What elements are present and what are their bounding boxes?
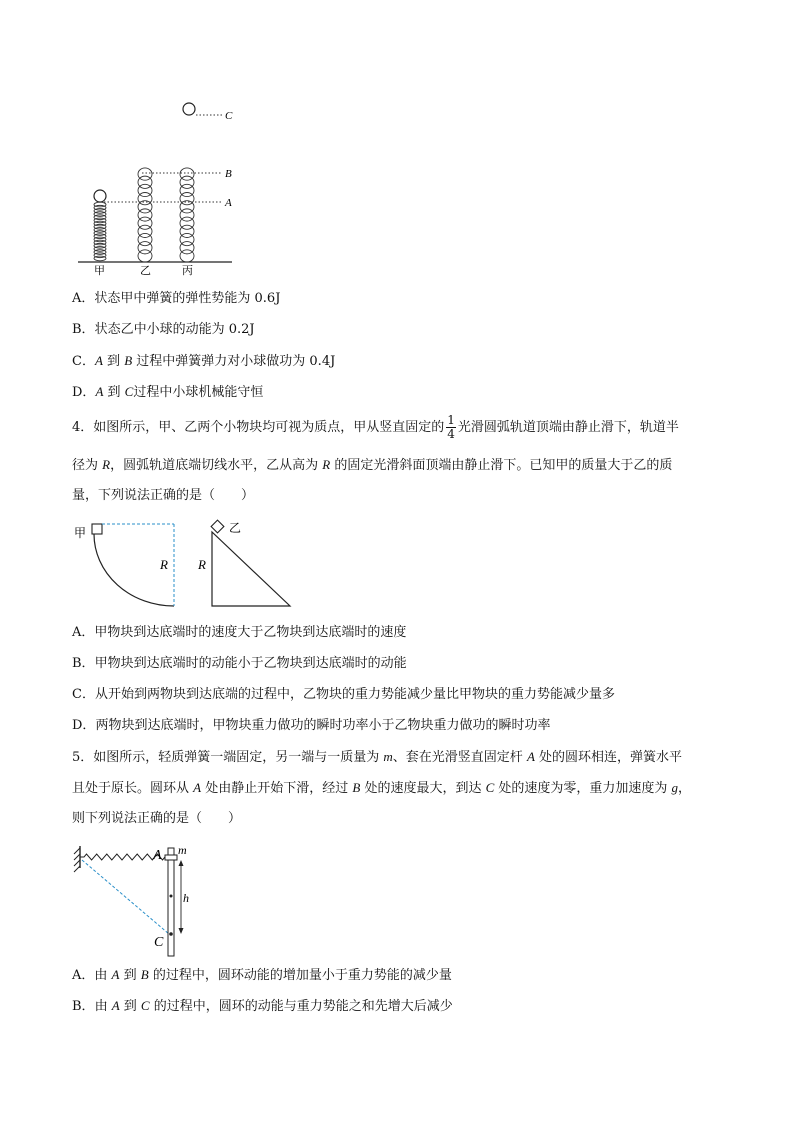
q4-option-b: B．甲物块到达底端时的动能小于乙物块到达底端时的动能 <box>72 656 407 671</box>
spring-coil <box>94 256 106 261</box>
wall-hatch <box>74 848 80 872</box>
q3-option-a: A．状态甲中弹簧的弹性势能为 0.6J <box>72 291 281 306</box>
spring-figure <box>72 96 242 276</box>
spring-coil <box>180 250 194 262</box>
spring-yi <box>138 168 152 262</box>
ball-c <box>183 103 195 115</box>
q4-stem-line1: 4．如图所示，甲、乙两个小物块均可视为质点，甲从竖直固定的 $\frac{1}{4}$ 光滑圆弧轨道顶端由静止滑下，轨道半 <box>72 413 679 441</box>
label-jia: 甲 <box>74 526 87 540</box>
label-h: h <box>183 891 189 905</box>
q5-stem-line1: 5．如图所示，轻质弹簧一端固定，另一端与一质量为 m、套在光滑竖直固定杆 A 处的圆环相连，弹簧水平 <box>72 749 683 765</box>
arrow-head-bottom <box>179 928 184 934</box>
q5-stem-line2: 且处于原长。圆环从 A 处由静止开始下滑，经过 B 处的速度最大，到达 C 处的速度为零，重力加速度为 g， <box>72 780 692 796</box>
q3-option-d: D．A 到 C过程中小球机械能守恒 <box>72 384 264 400</box>
arrow-head-top <box>179 860 184 866</box>
label-yi: 乙 <box>140 265 151 276</box>
q4-option-d: D．两物块到达底端时，甲物块重力做功的瞬时功率小于乙物块重力做功的瞬时功率 <box>72 718 551 733</box>
label-yi: 乙 <box>229 521 242 535</box>
fraction-one-quarter: $\frac{1}{4}$ <box>447 413 455 441</box>
label-bing: 丙 <box>182 265 193 276</box>
label-c: C <box>154 935 164 950</box>
q4-stem-line3: 量，下列说法正确的是（ ） <box>72 488 255 503</box>
spring-jia <box>94 202 106 261</box>
spring-coil <box>138 250 152 262</box>
block-jia <box>92 524 102 534</box>
label-b: B <box>225 168 232 180</box>
label-a: A <box>153 848 162 863</box>
q5-figure <box>72 838 202 958</box>
ball-jia <box>94 190 106 202</box>
incline <box>212 532 290 606</box>
label-a: A <box>225 197 232 209</box>
q3-option-c: C．A 到 B 过程中弹簧弹力对小球做功为 0.4J <box>72 353 336 369</box>
q5-stem-line3: 则下列说法正确的是（ ） <box>72 811 242 826</box>
label-r2: R <box>198 557 206 572</box>
point-c <box>169 932 173 936</box>
q4-stem-line2: 径为 R，圆弧轨道底端切线水平，乙从高为 R 的固定光滑斜面顶端由静止滑下。已知甲的质量大于乙的质 <box>72 457 673 473</box>
q3-option-b: B．状态乙中小球的动能为 0.2J <box>72 322 255 337</box>
label-m: m <box>178 843 187 857</box>
q5-option-a: A．由 A 到 B 的过程中，圆环动能的增加量小于重力势能的减少量 <box>72 967 452 983</box>
label-jia: 甲 <box>94 265 105 276</box>
point-b <box>170 895 173 898</box>
q4-option-c: C．从开始到两物块到达底端的过程中，乙物块的重力势能减少量比甲物块的重力势能减少量多 <box>72 687 615 702</box>
ring-at-a <box>165 855 177 860</box>
diagonal-dashed-line <box>82 860 169 934</box>
block-yi <box>211 520 224 533</box>
q4-option-a: A．甲物块到达底端时的速度大于乙物块到达底端时的速度 <box>72 625 407 640</box>
vertical-rod <box>168 848 174 956</box>
label-c: C <box>225 110 233 122</box>
q5-option-b: B．由 A 到 C 的过程中，圆环的动能与重力势能之和先增大后减少 <box>72 998 453 1014</box>
label-r1: R <box>160 557 168 572</box>
spring-bing <box>180 168 194 262</box>
q4-figure <box>72 518 302 614</box>
